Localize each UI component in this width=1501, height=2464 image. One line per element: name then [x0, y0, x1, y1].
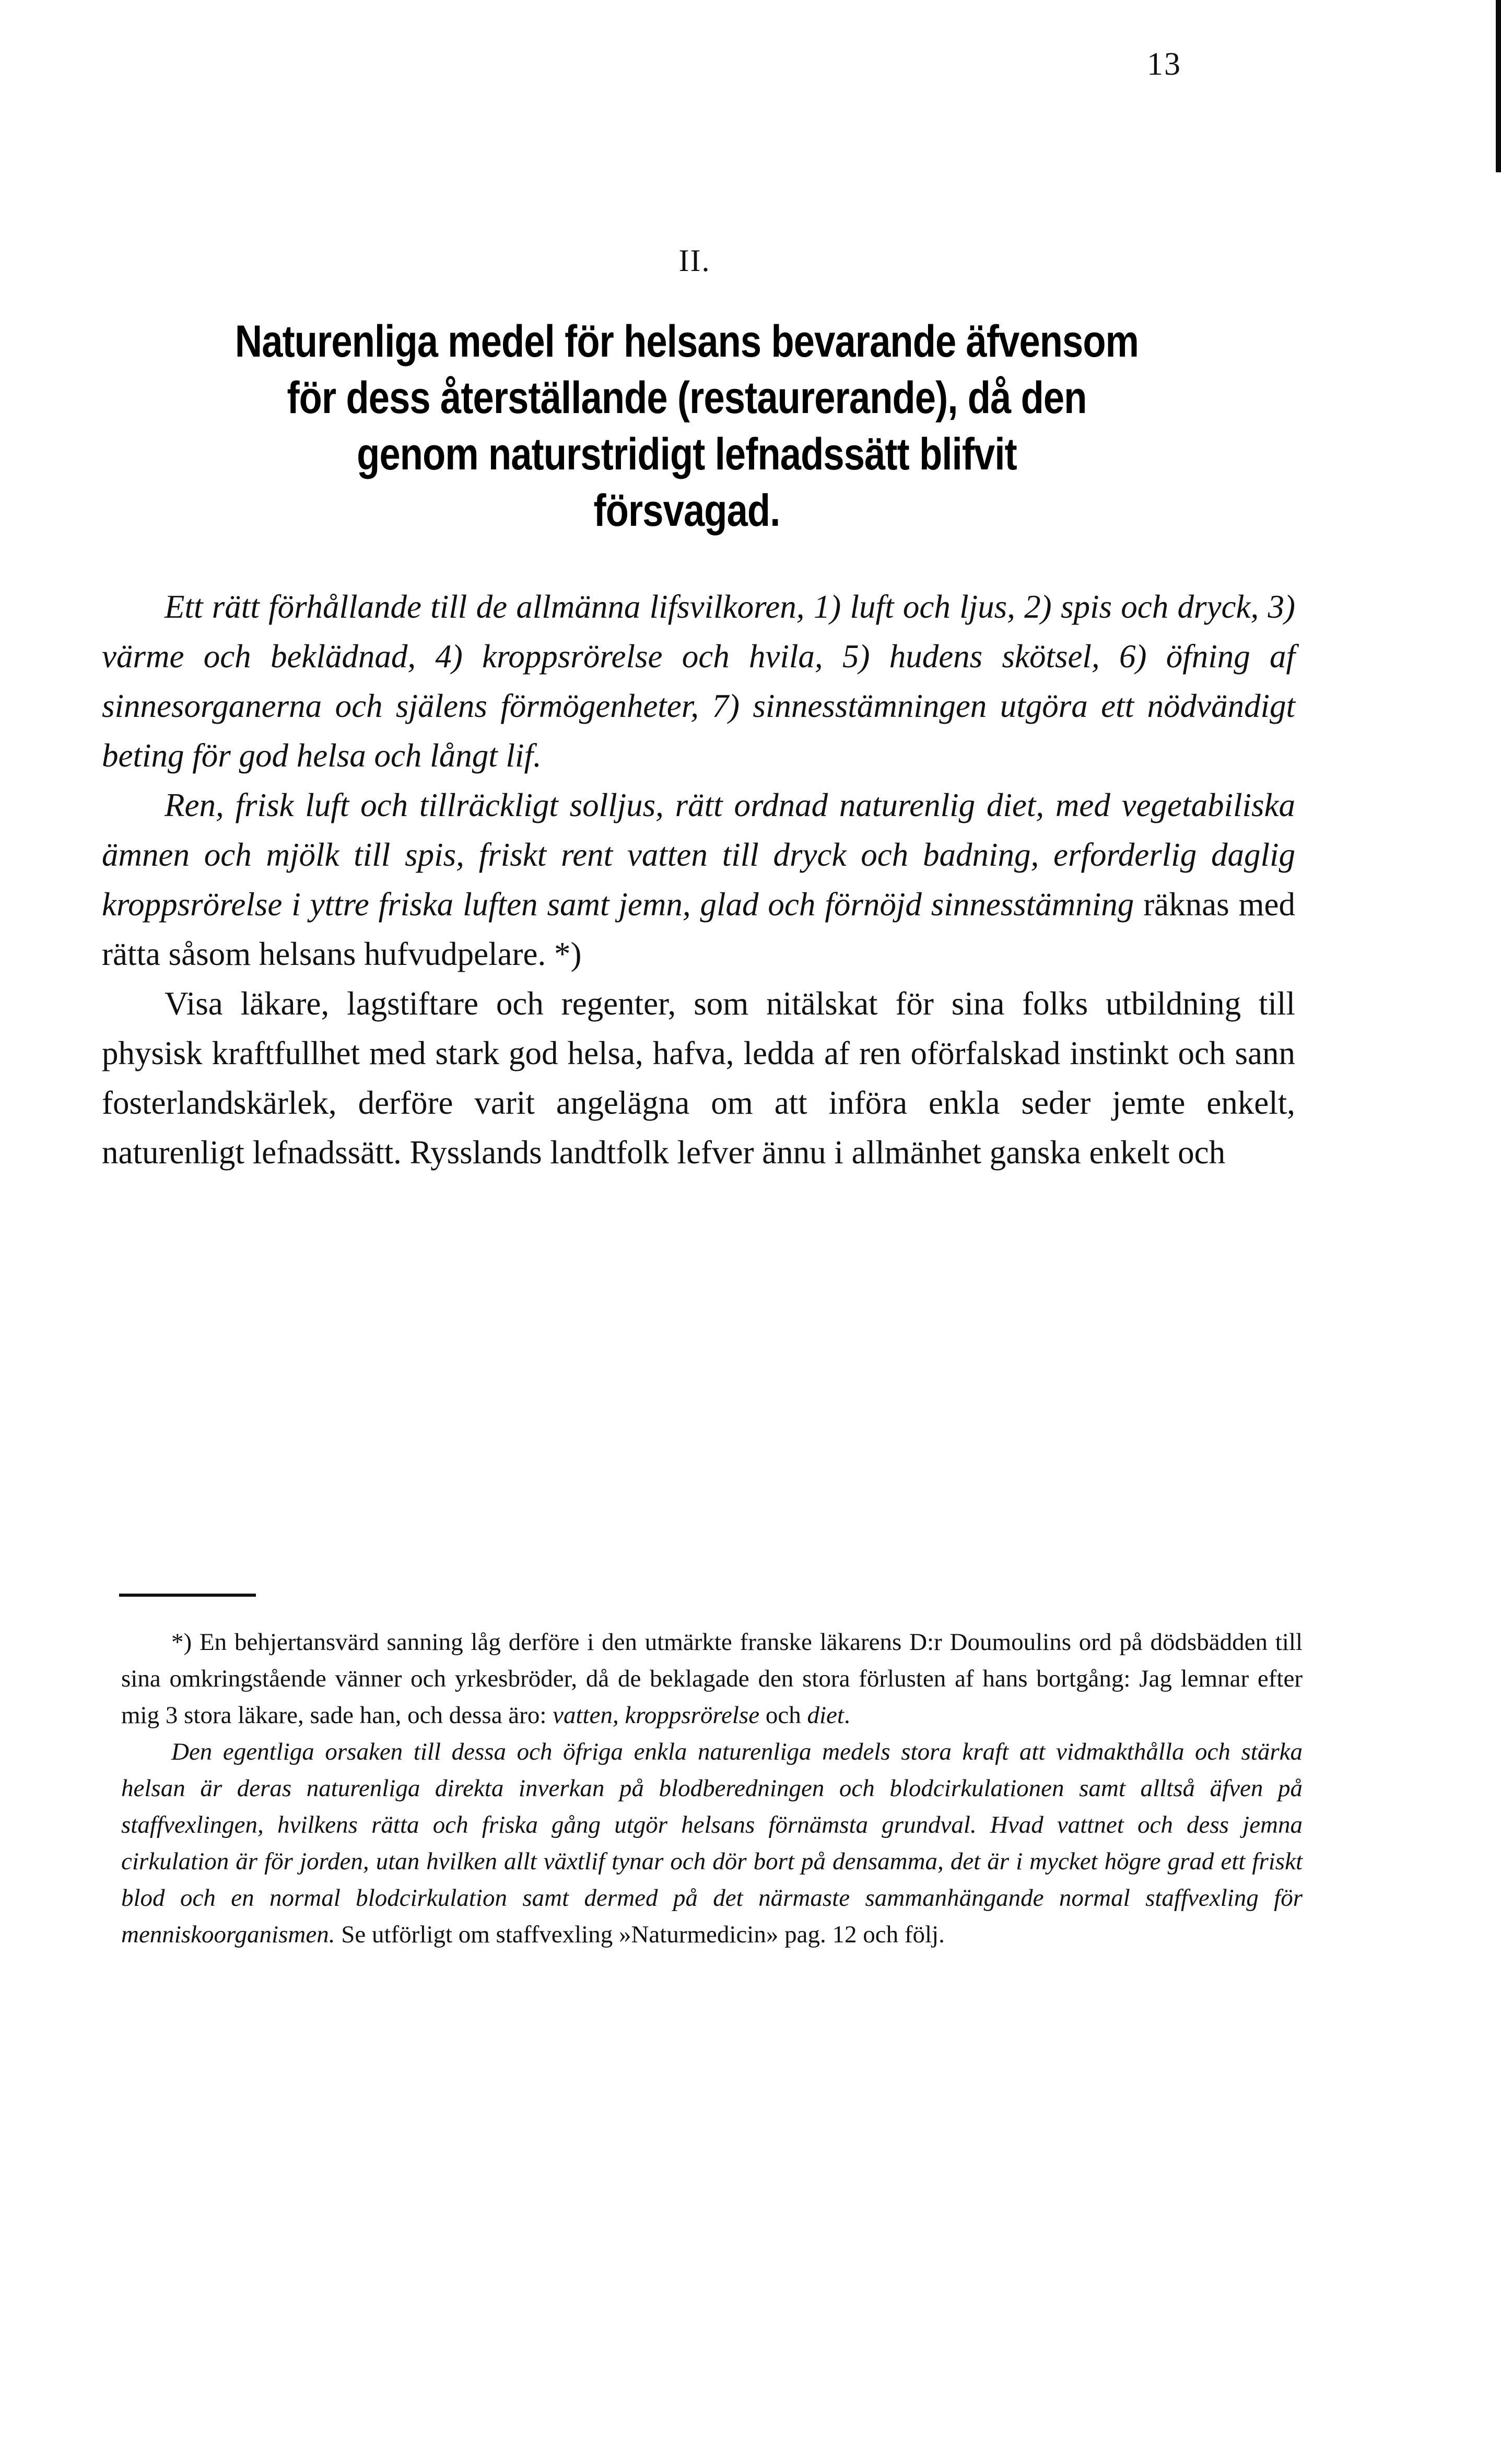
footnote-2-roman: Se utförligt om staffvexling »Naturmedicin» pag. 12 och följ.	[341, 1921, 945, 1948]
body-paragraph-3: Visa läkare, lagstiftare och regenter, som nitälskat för sina folks utbildning till physisk kraftfullhet med stark god helsa, hafva, ledda af ren oförfalskad instinkt och sann fosterlandskärlek, derföre varit angelägna om att införa enkla seder jemte enkelt, naturenligt lefnadssätt. Rysslands landtfolk lefver ännu i allmänhet ganska enkelt och	[102, 985, 1295, 1171]
title-line-2: för dess återställande (restaurerande), då den	[287, 373, 1087, 423]
footnote-paragraph-2	[121, 1734, 1303, 1953]
footnote-1-roman: *) En behjertansvärd sanning låg derföre i den utmärkte franske läkarens D:r Doumoulins ord på dödsbädden till sina omkringstående vänner och yrkesbröder, då de beklagade den stora förlusten af hans bortgång: Jag lemnar efter mig 3 stora läkare, sade han, och dessa äro:	[121, 1629, 1303, 1729]
footnote-paragraph-1	[121, 1624, 1303, 1734]
title-line-4: försvagad.	[593, 486, 780, 536]
section-numeral: II.	[678, 243, 711, 278]
footnote-1-italic-b: diet	[807, 1702, 844, 1729]
footnote-1-roman-c: .	[843, 1702, 850, 1729]
body-paragraph-1: Ett rätt förhållande till de allmänna lifsvilkoren, 1) luft och ljus, 2) spis och dryck, 3) värme och beklädnad, 4) kroppsrörelse och hvila, 5) hudens skötsel, 6) öfning af sinnesorganerna och själens förmögenheter, 7) sinnesstämningen utgöra ett nödvändigt beting för god helsa och långt lif.	[102, 588, 1295, 774]
footnote-text	[121, 1624, 1303, 1953]
body-paragraph-2-italic: Ren, frisk luft och tillräckligt solljus, rätt ordnad naturenlig diet, med vegetabiliska ämnen och mjölk till spis, friskt rent vatten till dryck och badning, erforderlig daglig kroppsrörelse i yttre friska luften samt jemn, glad och förnöjd sinnesstämning	[102, 787, 1295, 923]
scan-edge-artifact-secondary	[1498, 102, 1501, 107]
footnote-separator-rule	[119, 1594, 256, 1597]
page-title	[175, 313, 1198, 539]
title-line-1: Naturenliga medel för helsans bevarande äfvensom	[234, 316, 1139, 367]
page-number: 13	[1147, 46, 1181, 82]
body-paragraph-2	[102, 781, 1295, 979]
footnote-1-roman-b: och	[759, 1702, 807, 1729]
title-line-3: genom naturstridigt lefnadssätt blifvit	[357, 429, 1017, 479]
footnote-1-italic-a: vatten, kroppsrörelse	[553, 1702, 760, 1729]
footnote-2-italic: Den egentliga orsaken till dessa och öfriga enkla naturenliga medels stora kraft att vidmakthålla och stärka helsan är deras naturenliga direkta inverkan på blodberedningen och blodcirkulationen samt alltså äfven på staffvexlingen, hvilkens rätta och friska gång utgör helsans förnämsta grundval. Hvad vattnet och dess jemna cirkulation är för jorden, utan hvilken allt växtlif tynar och dör bort på densamma, det är i mycket högre grad ett friskt blod och en normal blodcirkulation samt dermed på det närmaste sammanhängande normal staffvexling för menniskoorganismen.	[121, 1738, 1303, 1948]
body-paragraph-2-roman: räknas med rätta såsom helsans hufvudpelare. *)	[102, 886, 1295, 972]
scan-edge-artifact	[1496, 0, 1501, 172]
body-text	[102, 582, 1295, 1177]
